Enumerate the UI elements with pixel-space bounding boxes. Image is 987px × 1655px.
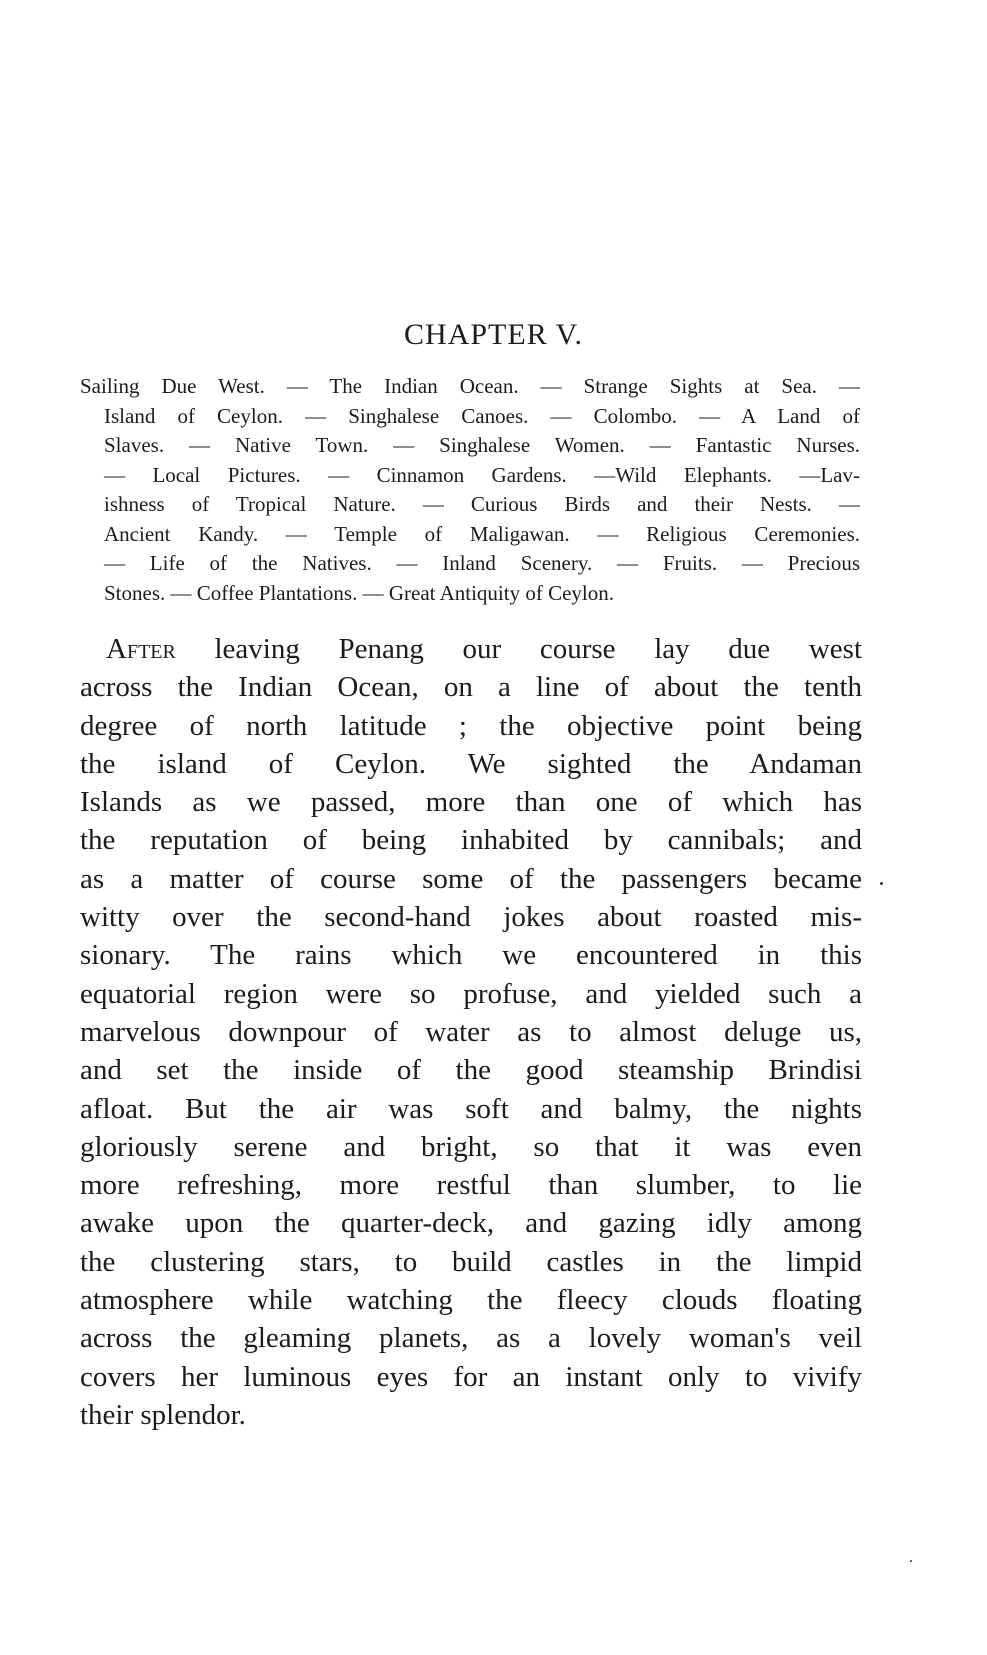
body-paragraph (80, 630, 862, 1434)
ink-speck (910, 1560, 912, 1562)
body-line: as a matter of course some of the passengers became (80, 862, 862, 895)
first-line-text: leaving Penang our course lay due west (175, 633, 862, 665)
synopsis-line: Sailing Due West. — The Indian Ocean. — Strange Sights at Sea. — (80, 374, 860, 398)
body-line: the island of Ceylon. We sighted the Andaman (80, 747, 862, 780)
body-line: witty over the second-hand jokes about roasted mis- (80, 901, 862, 934)
body-line: their splendor. (80, 1398, 246, 1431)
body-line: sionary. The rains which we encountered in this (80, 939, 862, 972)
body-line: equatorial region were so profuse, and yielded such a (80, 977, 862, 1010)
body-line: across the gleaming planets, as a lovely woman's veil (80, 1322, 862, 1355)
body-line: atmosphere while watching the fleecy clouds floating (80, 1284, 862, 1317)
body-line: the clustering stars, to build castles in the limpid (80, 1245, 862, 1278)
chapter-synopsis (80, 372, 860, 608)
synopsis-line: — Local Pictures. — Cinnamon Gardens. —Wild Elephants. —Lav- (104, 462, 860, 487)
synopsis-line: Ancient Kandy. — Temple of Maligawan. — Religious Ceremonies. (104, 521, 860, 546)
synopsis-line: Slaves. — Native Town. — Singhalese Women. — Fantastic Nurses. (104, 433, 860, 457)
body-line: gloriously serene and bright, so that it was even (80, 1130, 862, 1163)
body-line: Islands as we passed, more than one of which has (80, 786, 862, 819)
body-line: the reputation of being inhabited by cannibals; and (80, 824, 862, 857)
body-line: awake upon the quarter-deck, and gazing idly among (80, 1207, 862, 1240)
lead-word: After (106, 633, 176, 665)
synopsis-line: — Life of the Natives. — Inland Scenery. — Fruits. — Precious (104, 551, 860, 575)
ink-speck (880, 882, 883, 885)
body-line (80, 630, 862, 668)
synopsis-line: Island of Ceylon. — Singhalese Canoes. — Colombo. — A Land of (104, 403, 860, 428)
body-line: and set the inside of the good steamship Brindisi (80, 1054, 862, 1087)
body-line: more refreshing, more restful than slumber, to lie (80, 1169, 862, 1202)
body-line: marvelous downpour of water as to almost deluge us, (80, 1015, 862, 1048)
body-line: covers her luminous eyes for an instant only to vivify (80, 1360, 862, 1393)
body-line: degree of north latitude ; the objective point being (80, 709, 862, 742)
chapter-heading: CHAPTER V. (404, 318, 583, 351)
synopsis-line: ishness of Tropical Nature. — Curious Birds and their Nests. — (104, 492, 860, 516)
body-line: afloat. But the air was soft and balmy, the nights (80, 1092, 862, 1125)
synopsis-line: Stones. — Coffee Plantations. — Great Antiquity of Ceylon. (104, 580, 614, 605)
body-line: across the Indian Ocean, on a line of about the tenth (80, 671, 862, 704)
